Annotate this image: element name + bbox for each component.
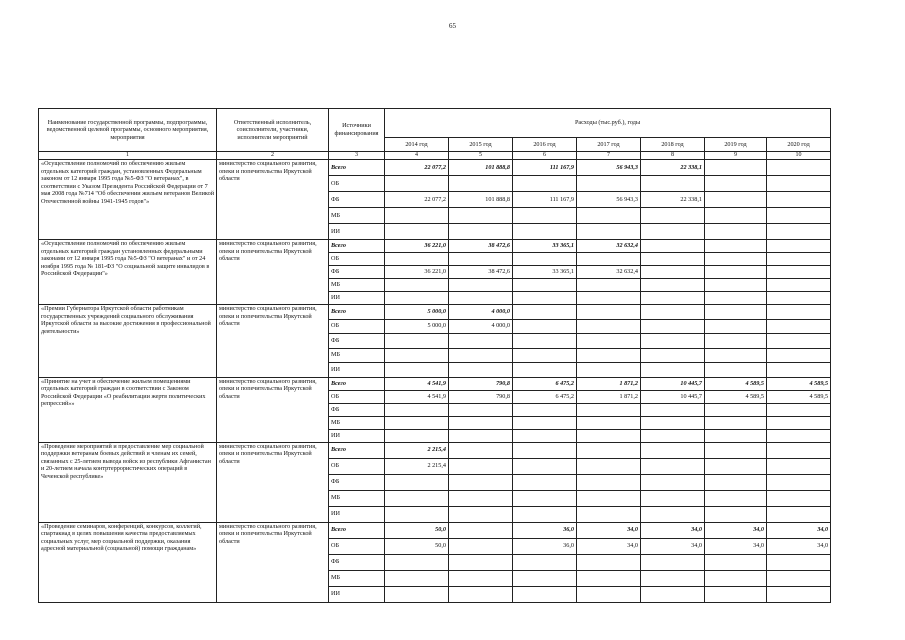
expense-value: 4 589,5	[705, 390, 767, 403]
header-responsible: Ответственный исполнитель, соисполнители, участники, исполнители мероприятий	[217, 109, 329, 152]
expense-value	[513, 305, 577, 320]
expense-value	[641, 253, 705, 266]
expense-value	[449, 292, 513, 305]
expense-value	[385, 292, 449, 305]
expense-value	[641, 224, 705, 240]
expense-value	[641, 292, 705, 305]
expense-value	[705, 292, 767, 305]
expense-value	[767, 490, 831, 506]
expense-value	[513, 208, 577, 224]
responsible-executor: министерство социального развития, опеки и попечительства Иркутской области	[217, 305, 329, 378]
expense-value	[705, 416, 767, 429]
expense-value	[767, 474, 831, 490]
expense-value	[385, 586, 449, 602]
expense-value	[449, 442, 513, 458]
expense-value	[767, 253, 831, 266]
funding-source: ИИ	[329, 292, 385, 305]
expense-value	[577, 253, 641, 266]
expense-value	[385, 429, 449, 442]
expense-value	[513, 570, 577, 586]
header-year: 2018 год	[641, 138, 705, 152]
expense-value	[767, 224, 831, 240]
expense-value	[449, 458, 513, 474]
expense-value	[577, 458, 641, 474]
expense-value	[385, 363, 449, 378]
expense-value	[577, 570, 641, 586]
header-year: 2019 год	[705, 138, 767, 152]
funding-source: МБ	[329, 348, 385, 363]
expense-value: 2 215,4	[385, 458, 449, 474]
expense-value: 32 632,4	[577, 266, 641, 279]
expense-value	[705, 490, 767, 506]
column-number: 8	[641, 152, 705, 160]
expense-value: 101 888,8	[449, 160, 513, 176]
expense-value	[513, 363, 577, 378]
expense-value	[641, 240, 705, 253]
expense-value	[641, 416, 705, 429]
expense-value: 4 541,9	[385, 377, 449, 390]
expense-value	[577, 429, 641, 442]
expense-value	[577, 490, 641, 506]
expense-value: 2 215,4	[385, 442, 449, 458]
expense-value	[767, 458, 831, 474]
expense-value	[705, 240, 767, 253]
funding-source: ОБ	[329, 458, 385, 474]
expense-value	[705, 224, 767, 240]
expense-value: 5 000,0	[385, 305, 449, 320]
expense-value	[513, 319, 577, 334]
expense-value	[449, 224, 513, 240]
expense-value: 56 943,3	[577, 160, 641, 176]
expense-value	[385, 176, 449, 192]
expense-value	[767, 305, 831, 320]
expense-value: 22 338,1	[641, 192, 705, 208]
expense-value	[705, 176, 767, 192]
table-row	[39, 522, 831, 538]
funding-source: Всего	[329, 160, 385, 176]
responsible-executor: министерство социального развития, опеки и попечительства Иркутской области	[217, 522, 329, 602]
column-number: 6	[513, 152, 577, 160]
expense-value: 33 365,1	[513, 240, 577, 253]
expense-value: 111 167,9	[513, 160, 577, 176]
expense-value	[577, 586, 641, 602]
expense-value	[449, 490, 513, 506]
funding-source: Всего	[329, 240, 385, 253]
expense-value	[385, 570, 449, 586]
expense-value	[705, 305, 767, 320]
funding-source: ИИ	[329, 506, 385, 522]
expense-value	[705, 442, 767, 458]
funding-source: ИИ	[329, 363, 385, 378]
expense-value	[767, 506, 831, 522]
expense-value	[641, 554, 705, 570]
expense-value	[767, 416, 831, 429]
expense-value	[705, 192, 767, 208]
funding-source: ФБ	[329, 474, 385, 490]
column-number: 3	[329, 152, 385, 160]
expense-value	[385, 506, 449, 522]
expense-value	[641, 458, 705, 474]
header-year: 2020 год	[767, 138, 831, 152]
funding-source: ОБ	[329, 253, 385, 266]
expense-value	[705, 348, 767, 363]
expense-value	[705, 403, 767, 416]
expense-value: 4 589,5	[705, 377, 767, 390]
funding-source: ФБ	[329, 554, 385, 570]
expense-value	[385, 348, 449, 363]
expense-value	[767, 363, 831, 378]
measure-name: «Проведение мероприятий и предоставление мер социальной поддержки ветеранам боевых действий и членам их семей, связанных с 25-летием вывода войск из республики Афганистан и 20-летием начала контртеррористических операций в Чеченской республике»	[39, 442, 217, 522]
funding-source: ФБ	[329, 192, 385, 208]
expense-value: 38 472,6	[449, 240, 513, 253]
expense-value	[513, 458, 577, 474]
expense-value	[705, 429, 767, 442]
expense-value	[385, 554, 449, 570]
expense-value	[705, 586, 767, 602]
expense-value	[705, 279, 767, 292]
expense-value: 34,0	[577, 522, 641, 538]
header-year: 2016 год	[513, 138, 577, 152]
expense-value	[641, 570, 705, 586]
funding-source: МБ	[329, 570, 385, 586]
expense-value	[577, 474, 641, 490]
measure-name: «Премии Губернатора Иркутской области работникам государственных учреждений социального обслуживания Иркутской области за высокие достижения в профессиональной деятельности»	[39, 305, 217, 378]
expense-value	[767, 279, 831, 292]
table-row	[39, 240, 831, 253]
funding-source: Всего	[329, 305, 385, 320]
header-year: 2017 год	[577, 138, 641, 152]
expense-value	[767, 403, 831, 416]
expense-value	[577, 363, 641, 378]
expense-value	[767, 586, 831, 602]
expense-value: 36 221,0	[385, 240, 449, 253]
expense-value	[577, 442, 641, 458]
header-year: 2014 год	[385, 138, 449, 152]
expense-value: 10 445,7	[641, 390, 705, 403]
funding-source: ИИ	[329, 429, 385, 442]
measure-name: «Принятие на учет и обеспечение жильем помещениями отдельных категорий граждан в соответствии с Законом Российской Федерации «О реабилитации жертв политических репрессий»»	[39, 377, 217, 442]
expense-value	[449, 506, 513, 522]
table-row	[39, 305, 831, 320]
expense-value	[705, 474, 767, 490]
expense-value: 1 871,2	[577, 390, 641, 403]
expense-value	[449, 522, 513, 538]
expense-value: 56 943,3	[577, 192, 641, 208]
expense-value: 34,0	[767, 522, 831, 538]
expense-value: 34,0	[577, 538, 641, 554]
expense-value	[767, 319, 831, 334]
expense-value	[385, 490, 449, 506]
expense-value: 6 475,2	[513, 377, 577, 390]
funding-source: МБ	[329, 279, 385, 292]
table-row	[39, 377, 831, 390]
expense-value	[767, 292, 831, 305]
expense-value	[641, 363, 705, 378]
expense-value	[513, 442, 577, 458]
expense-value	[577, 208, 641, 224]
table-body	[39, 160, 831, 603]
expense-value	[705, 266, 767, 279]
funding-source: ФБ	[329, 334, 385, 349]
expense-value	[767, 442, 831, 458]
measure-name: «Осуществление полномочий по обеспечению жильем отдельных категорий граждан установленных федеральными законами от 12 января 1995 года №5-ФЗ "О ветеранах" и от 24 ноября 1995 года № 181-ФЗ "О социальной защите инвалидов в Российской Федерации"»	[39, 240, 217, 305]
expense-value: 4 589,5	[767, 390, 831, 403]
expense-value	[641, 403, 705, 416]
expense-value	[577, 319, 641, 334]
expense-value: 33 365,1	[513, 266, 577, 279]
responsible-executor: министерство социального развития, опеки и попечительства Иркутской области	[217, 442, 329, 522]
expense-value	[577, 334, 641, 349]
expense-value	[577, 224, 641, 240]
expense-value: 4 589,5	[767, 377, 831, 390]
expense-value	[385, 403, 449, 416]
expense-value	[767, 429, 831, 442]
expense-value	[449, 253, 513, 266]
expense-value	[449, 474, 513, 490]
expense-value	[385, 416, 449, 429]
expense-value	[705, 554, 767, 570]
responsible-executor: министерство социального развития, опеки и попечительства Иркутской области	[217, 240, 329, 305]
expense-value	[449, 176, 513, 192]
expense-value: 101 888,8	[449, 192, 513, 208]
expense-value	[513, 490, 577, 506]
expense-value	[449, 403, 513, 416]
expense-value	[705, 363, 767, 378]
expense-value	[577, 176, 641, 192]
expense-value: 38 472,6	[449, 266, 513, 279]
expense-value	[513, 279, 577, 292]
expense-value	[513, 474, 577, 490]
funding-source: МБ	[329, 208, 385, 224]
expense-value: 36,0	[513, 538, 577, 554]
expense-value: 34,0	[767, 538, 831, 554]
expense-value: 111 167,9	[513, 192, 577, 208]
funding-source: Всего	[329, 442, 385, 458]
measure-name: «Осуществление полномочий по обеспечению жильем отдельных категорий граждан, установленных Федеральным законом от 12 января 1995 года №5-ФЗ "О ветеранах", в соответствии с Указом Президента Российской Федерации от 7 мая 2008 года №714 "Об обеспечении жильем ветеранов Великой Отечественной войны 1941-1945 годов"»	[39, 160, 217, 240]
funding-source: ОБ	[329, 538, 385, 554]
expense-value	[641, 429, 705, 442]
expense-value: 34,0	[641, 538, 705, 554]
expense-value	[449, 416, 513, 429]
expense-value	[385, 224, 449, 240]
expense-value: 4 541,9	[385, 390, 449, 403]
column-number: 1	[39, 152, 217, 160]
header-sources: Источники финансирования	[329, 109, 385, 152]
funding-source: ФБ	[329, 403, 385, 416]
header-expenses: Расходы (тыс.руб.), годы	[385, 109, 831, 138]
expense-value	[641, 586, 705, 602]
expense-value: 6 475,2	[513, 390, 577, 403]
expense-value	[705, 319, 767, 334]
expense-value	[449, 363, 513, 378]
expense-value	[705, 458, 767, 474]
expense-value	[705, 253, 767, 266]
expense-value	[641, 490, 705, 506]
expense-value	[513, 554, 577, 570]
expense-value	[449, 570, 513, 586]
funding-source: ОБ	[329, 390, 385, 403]
expense-value: 4 000,0	[449, 319, 513, 334]
expense-value	[641, 442, 705, 458]
expense-value	[767, 240, 831, 253]
expense-value	[577, 554, 641, 570]
expense-value	[577, 292, 641, 305]
expense-value	[513, 506, 577, 522]
expense-value	[513, 403, 577, 416]
funding-source: Всего	[329, 377, 385, 390]
column-number: 7	[577, 152, 641, 160]
column-number: 5	[449, 152, 513, 160]
expense-value	[767, 208, 831, 224]
expense-value	[513, 176, 577, 192]
expense-value	[767, 554, 831, 570]
measure-name: «Проведение семинаров, конференций, конкурсов, коллегий, спартакиад в целях повышения качества предоставляемых социальных услуг, мер социальной поддержки, оказания адресной материальной (социальной) помощи гражданам»	[39, 522, 217, 602]
expense-value	[577, 403, 641, 416]
expense-value	[705, 334, 767, 349]
expense-value: 34,0	[705, 538, 767, 554]
expense-value	[577, 416, 641, 429]
expense-value: 32 632,4	[577, 240, 641, 253]
expense-value	[577, 348, 641, 363]
funding-source: Всего	[329, 522, 385, 538]
expense-value	[449, 208, 513, 224]
expense-value: 34,0	[705, 522, 767, 538]
expense-value	[385, 474, 449, 490]
expense-value	[385, 208, 449, 224]
expense-value	[513, 253, 577, 266]
expense-value	[641, 334, 705, 349]
expense-value	[641, 319, 705, 334]
expense-value	[641, 208, 705, 224]
expense-value	[513, 292, 577, 305]
responsible-executor: министерство социального развития, опеки и попечительства Иркутской области	[217, 377, 329, 442]
expense-value	[577, 305, 641, 320]
expense-value	[705, 570, 767, 586]
expense-value: 22 338,1	[641, 160, 705, 176]
expense-value	[705, 208, 767, 224]
expense-value	[449, 554, 513, 570]
expense-value	[641, 266, 705, 279]
column-number: 9	[705, 152, 767, 160]
expense-value	[641, 305, 705, 320]
expense-value	[577, 279, 641, 292]
expense-value	[513, 348, 577, 363]
expense-value: 22 077,2	[385, 160, 449, 176]
expense-value	[767, 570, 831, 586]
funding-source: ИИ	[329, 586, 385, 602]
expense-value: 50,0	[385, 522, 449, 538]
budget-table	[38, 108, 831, 603]
expense-value: 36,0	[513, 522, 577, 538]
expense-value	[449, 348, 513, 363]
header-name: Наименование государственной программы, подпрограммы, ведомственной целевой программы, основного мероприятия, мероприятия	[39, 109, 217, 152]
column-number: 2	[217, 152, 329, 160]
expense-value	[449, 429, 513, 442]
expense-value: 10 445,7	[641, 377, 705, 390]
column-number: 10	[767, 152, 831, 160]
expense-value: 1 871,2	[577, 377, 641, 390]
responsible-executor: министерство социального развития, опеки и попечительства Иркутской области	[217, 160, 329, 240]
expense-value	[513, 334, 577, 349]
funding-source: ОБ	[329, 176, 385, 192]
expense-value: 36 221,0	[385, 266, 449, 279]
expense-value: 4 000,0	[449, 305, 513, 320]
expense-value	[705, 506, 767, 522]
expense-value: 50,0	[385, 538, 449, 554]
expense-value	[767, 266, 831, 279]
funding-source: МБ	[329, 416, 385, 429]
page-number: 65	[449, 22, 456, 30]
expense-value: 34,0	[641, 522, 705, 538]
expense-value	[513, 416, 577, 429]
expense-value	[767, 334, 831, 349]
expense-value	[767, 176, 831, 192]
table-row	[39, 160, 831, 176]
expense-value	[641, 348, 705, 363]
expense-value	[449, 279, 513, 292]
table-row	[39, 442, 831, 458]
funding-source: МБ	[329, 490, 385, 506]
expense-value: 5 000,0	[385, 319, 449, 334]
expense-value	[513, 429, 577, 442]
expense-value	[767, 160, 831, 176]
expense-value	[513, 224, 577, 240]
expense-value	[513, 586, 577, 602]
expense-value	[641, 506, 705, 522]
expense-value	[449, 538, 513, 554]
column-number: 4	[385, 152, 449, 160]
header-year: 2015 год	[449, 138, 513, 152]
expense-value	[385, 334, 449, 349]
expense-value	[641, 474, 705, 490]
expense-value	[641, 176, 705, 192]
expense-value: 22 077,2	[385, 192, 449, 208]
funding-source: ОБ	[329, 319, 385, 334]
expense-value	[705, 160, 767, 176]
expense-value	[385, 253, 449, 266]
expense-value	[449, 586, 513, 602]
expense-value	[577, 506, 641, 522]
expense-value	[385, 279, 449, 292]
expense-value: 790,8	[449, 390, 513, 403]
funding-source: ФБ	[329, 266, 385, 279]
expense-value	[767, 192, 831, 208]
expense-value	[767, 348, 831, 363]
expense-value: 790,8	[449, 377, 513, 390]
expense-value	[449, 334, 513, 349]
funding-source: ИИ	[329, 224, 385, 240]
expense-value	[641, 279, 705, 292]
